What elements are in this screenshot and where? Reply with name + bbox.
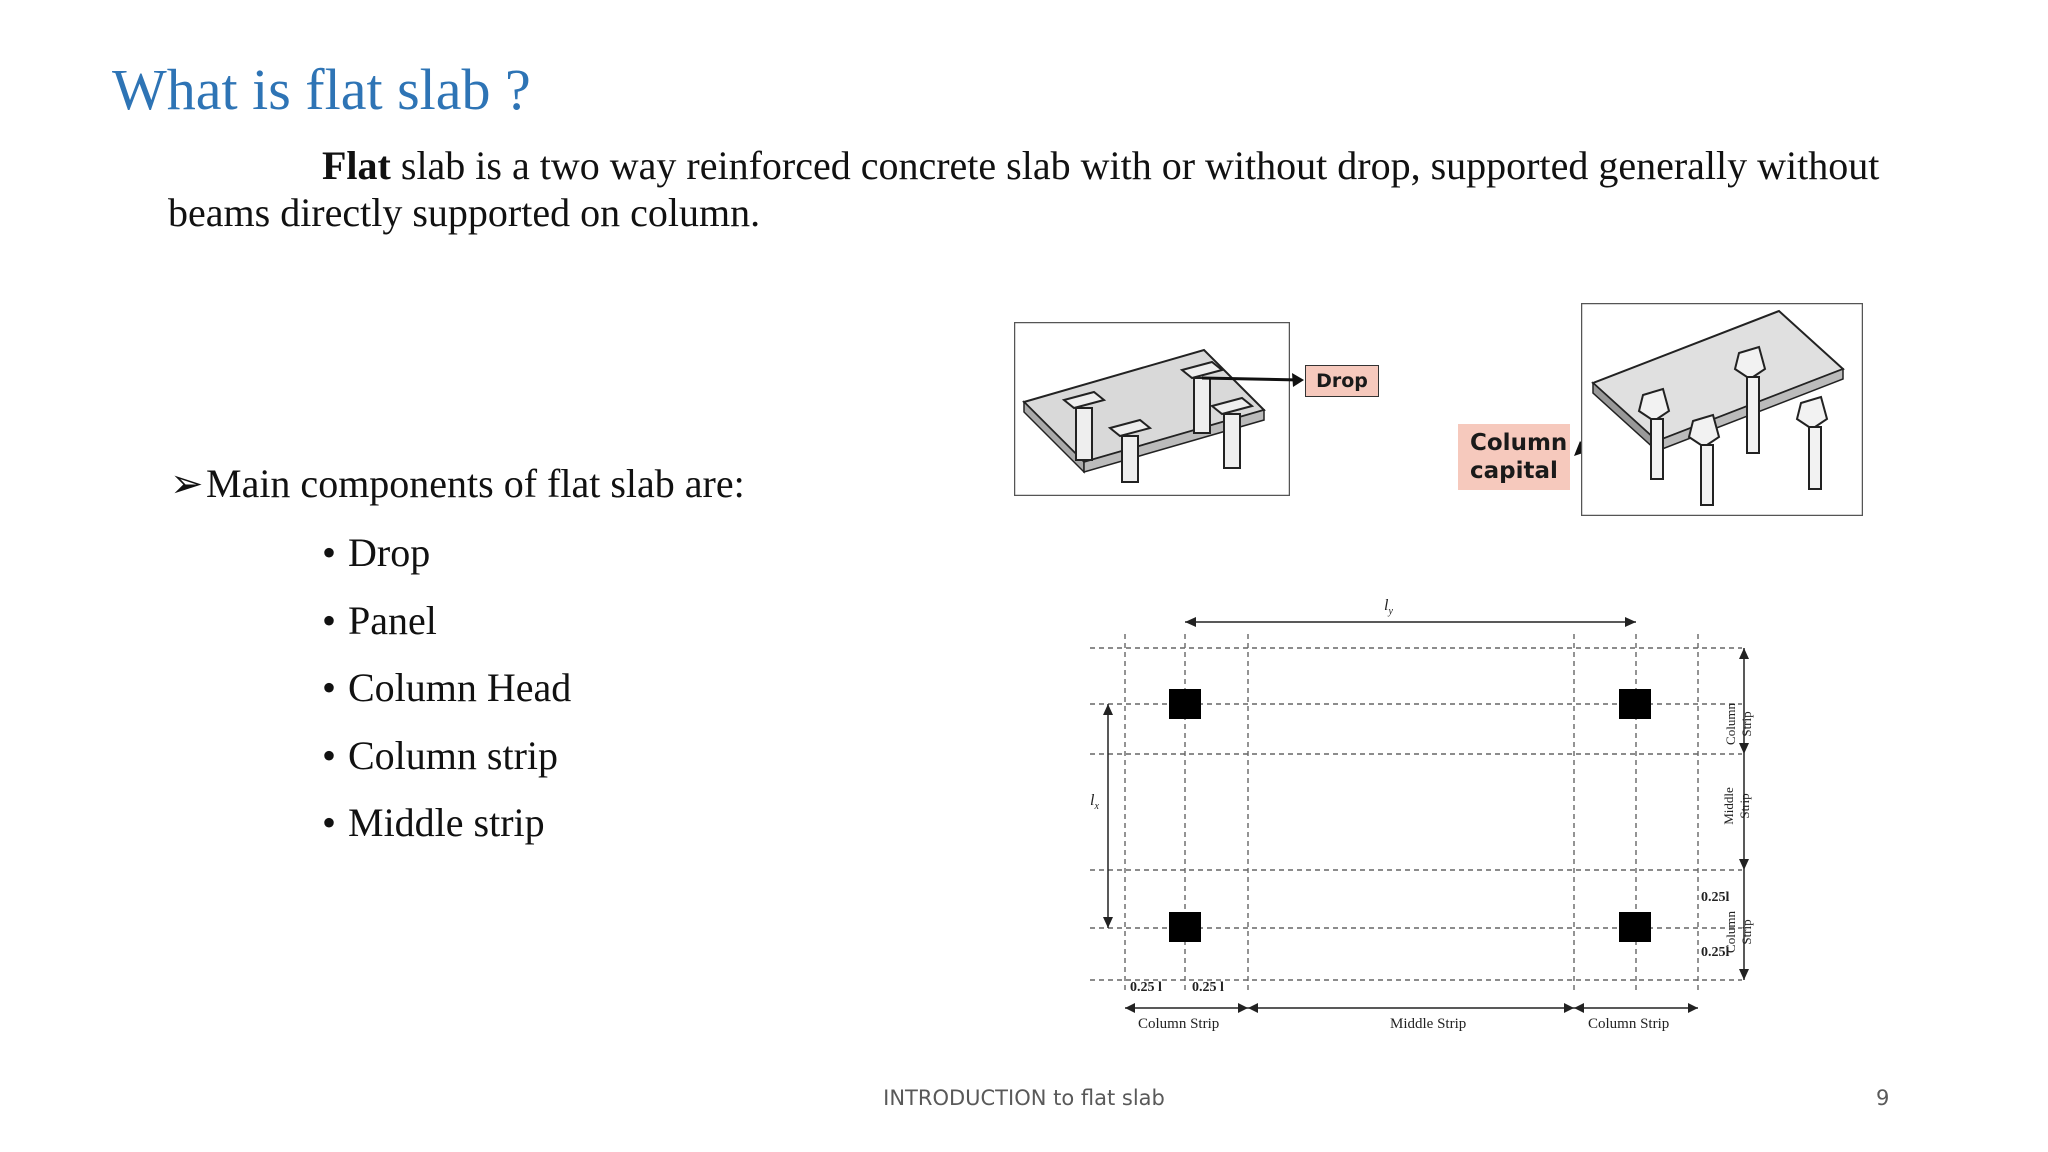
intro-bold-term: Flat (322, 143, 391, 188)
lx-dimension-label: $l_x$ (1090, 792, 1099, 813)
components-list (322, 528, 571, 866)
bottom-strip-label: Column Strip (1588, 1016, 1670, 1032)
drop-figure (1014, 322, 1290, 496)
side-quarter-top: 0.25l (1701, 890, 1730, 905)
components-heading (170, 460, 745, 507)
strip-plan-figure (1080, 594, 1760, 1044)
column-capital-illustration (1581, 303, 1863, 516)
page-number: 9 (1876, 1086, 1890, 1110)
column-capital-label: Column capital (1458, 424, 1570, 490)
quarter-span-left: 0.25 l (1130, 980, 1162, 995)
side-quarter-bottom: 0.25l (1701, 945, 1730, 960)
intro-paragraph (168, 142, 1888, 236)
side-strip-label: Middle Strip (1720, 787, 1752, 825)
ly-dimension-label: $l_y$ (1384, 597, 1393, 618)
list-item: • Middle strip (322, 800, 545, 845)
column-capital-figure (1581, 303, 1863, 516)
strip-plan-drawing (1080, 594, 1760, 1044)
list-item: • Column Head (322, 665, 572, 710)
bottom-strip-label: Middle Strip (1390, 1016, 1467, 1032)
intro-text: slab is a two way reinforced concrete slab with or without drop, supported generally without beams directly supported on column. (168, 143, 1880, 235)
components-heading-text: Main components of flat slab are: (206, 461, 745, 506)
side-strip-label: Column Strip (1722, 703, 1754, 745)
drop-label: Drop (1305, 365, 1379, 397)
list-item: • Drop (322, 530, 431, 575)
arrow-bullet-icon: ➢ (170, 461, 204, 506)
side-strip-label: Column Strip (1722, 911, 1754, 953)
drop-arrow-icon (1200, 362, 1310, 392)
footer-text: INTRODUCTION to flat slab (883, 1086, 1165, 1110)
list-item: • Column strip (322, 732, 559, 778)
list-item: • Panel (322, 597, 437, 643)
quarter-span-right: 0.25 l (1192, 980, 1224, 995)
slide-title: What is flat slab ? (112, 57, 531, 122)
drop-illustration (1014, 322, 1290, 496)
bottom-strip-label: Column Strip (1138, 1016, 1220, 1032)
